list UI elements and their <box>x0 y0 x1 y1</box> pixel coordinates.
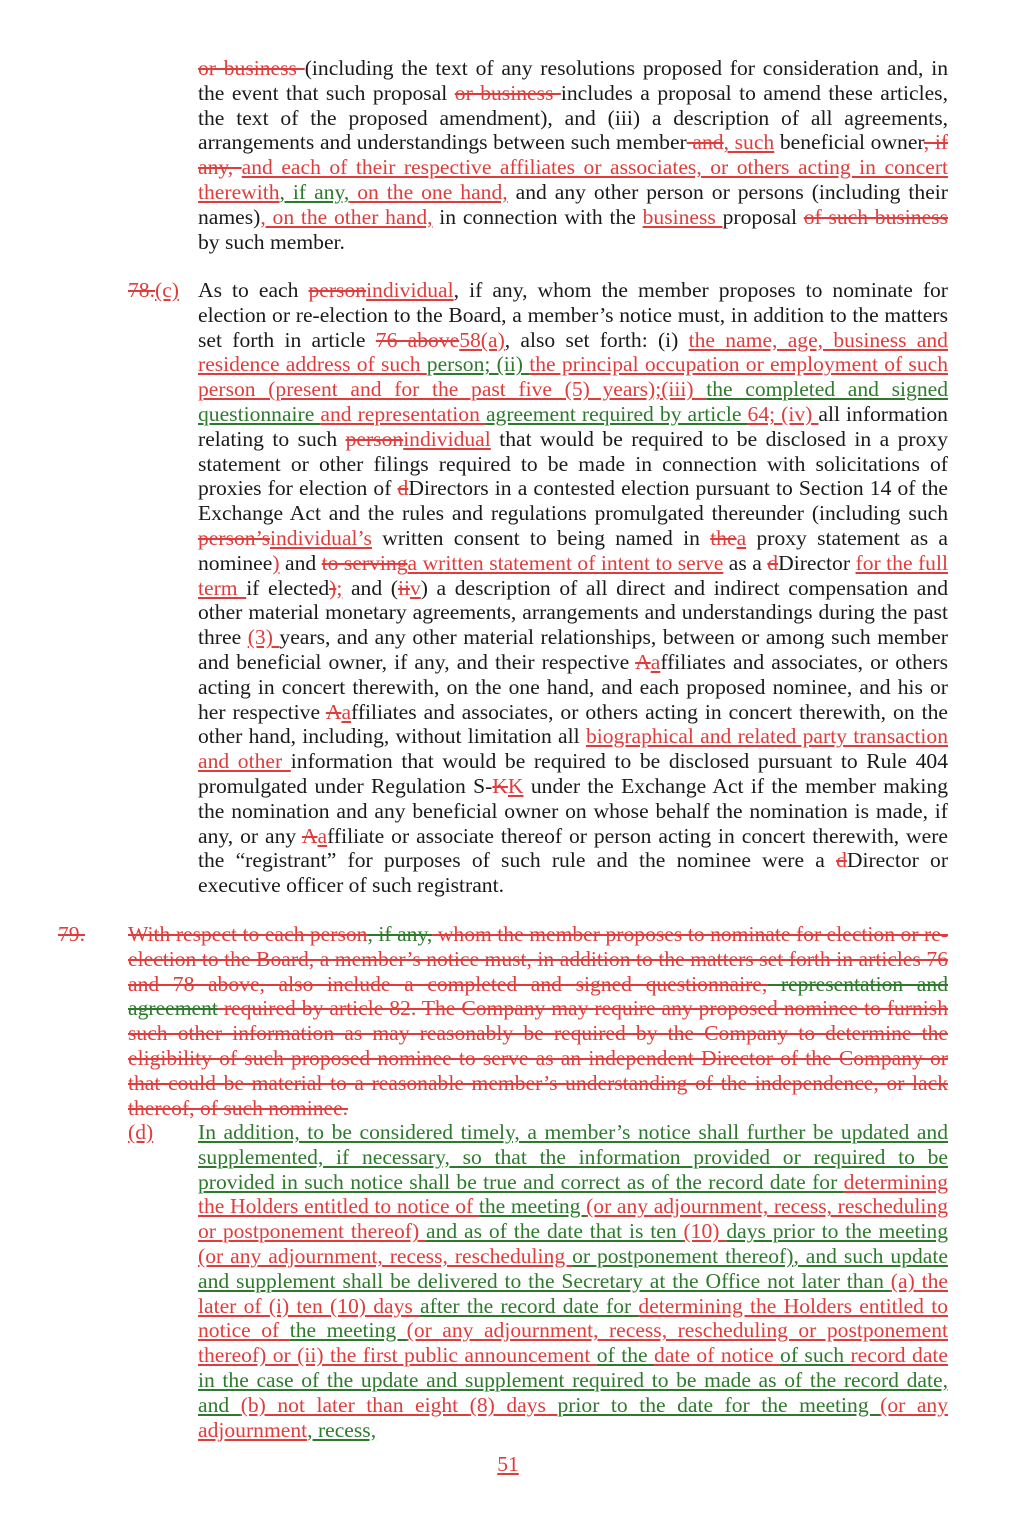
revision-r-del: of such business <box>803 204 948 229</box>
text-run: and <box>279 550 322 575</box>
revision-r-del: person <box>308 278 367 302</box>
revision-r-ins: and representation <box>320 401 486 426</box>
text-run: ffiliates and associates, or others acting in concert therewith, on the other hand, including, without limitation all <box>198 699 948 749</box>
revision-r-ins: ; <box>336 575 343 600</box>
paragraph-number-79: 79. <box>58 922 85 946</box>
revision-g-ins: days prior to the meeting <box>726 1219 948 1244</box>
revision-r-del: d <box>767 550 779 575</box>
revision-r-ins: individual’s <box>269 525 372 550</box>
text-run: proposal <box>722 204 804 229</box>
text-run: includes a proposal to amend these articles, the text of the proposed amendment), and (iii) a description of all agreements, arrangements and understandings between such member <box>198 80 948 155</box>
revision-r-ins: determining the Holders entitled to notice of <box>198 1293 948 1343</box>
text-run: that would be required to be disclosed in a proxy statement or other filings required to be made in connection with solicitations of proxies for election of <box>198 426 948 501</box>
revision-g-del: representation and agreement <box>128 971 948 1021</box>
revision-g-ins: and as of the date that is ten <box>426 1219 684 1244</box>
revision-g-ins: the completed and signed questionnaire <box>198 377 948 426</box>
revision-r-del: person’s <box>198 525 270 550</box>
text-run: as a <box>723 550 768 575</box>
revision-r-del: A <box>635 649 651 674</box>
revision-r-del: or business <box>198 56 305 80</box>
text-run: (including the text of any resolutions proposed for consideration and, in the event that such proposal <box>198 56 948 105</box>
revision-g-ins: the meeting <box>289 1318 407 1343</box>
revision-r-ins: (10) <box>683 1219 727 1244</box>
text-run: all information relating to such <box>198 401 948 451</box>
revision-g-ins: , if any, <box>279 179 350 204</box>
revision-r-ins: (3) <box>247 625 280 650</box>
revision-r-ins: record date <box>850 1343 948 1368</box>
revision-r-del: With respect to each person <box>128 922 368 946</box>
revision-r-ins: business <box>642 204 723 229</box>
revision-r-ins: a <box>341 699 352 724</box>
revision-r-del: ii <box>397 575 410 600</box>
text-run: years, and any other material relationships, between or among such member and beneficial owner, if any, and their respective <box>198 625 949 674</box>
revision-r-del: required by article 82. The Company may require any proposed nominee to furnish such other information as may reasonably be required by the Company to determine the eligibility of such proposed nominee to serve as an independent Director of the Company or that could be material to a reasonable member’s understanding of the independence, or lack thereof, of such nominee. <box>128 996 948 1120</box>
revision-r-del: d <box>836 848 847 873</box>
revision-r-ins: individual <box>403 426 491 451</box>
text-run: and any other person or persons (including their names) <box>198 179 948 229</box>
revision-r-ins: a written statement of intent to serve <box>407 550 724 575</box>
text-run: information that would be required to be disclosed pursuant to Rule 404 promulgated under Regulation S- <box>198 749 949 798</box>
revision-r-ins: (or any adjournment <box>198 1392 949 1442</box>
revision-g-ins: , recess, <box>307 1417 377 1442</box>
revision-g-ins: the meeting <box>478 1194 587 1219</box>
revision-r-del: 76 above <box>375 327 460 352</box>
revision-r-del: to serving <box>321 550 408 575</box>
revision-r-ins: v <box>409 575 421 600</box>
revision-r-ins: , on the other hand, <box>260 204 433 229</box>
revision-r-ins: determining the Holders entitled to notice of <box>198 1169 948 1219</box>
revision-r-ins: (a) the later of (i) ten (10) days <box>198 1268 949 1318</box>
revision-r-del: d <box>397 476 409 501</box>
revision-r-ins: 64; (iv) <box>747 401 819 426</box>
text-run: Director <box>778 550 856 575</box>
text-run: in connection with the <box>432 204 643 229</box>
revision-r-ins: the first public announcement <box>330 1343 597 1368</box>
text-run: proxy statement as a nominee <box>198 525 948 575</box>
revision-r-del: K <box>492 773 508 798</box>
revision-r-ins: (or any adjournment, recess, rescheduling or postponement thereof) <box>198 1194 948 1244</box>
paragraph-number-78c <box>128 278 179 303</box>
text-run: written consent to being named in <box>371 525 711 550</box>
revision-r-del: person <box>345 426 404 451</box>
paragraph-nominee-information <box>198 278 948 898</box>
revision-r-del: ) <box>329 575 337 600</box>
text-run: beneficial owner <box>774 130 924 155</box>
revision-r-ins: a <box>736 525 747 550</box>
revision-r-ins: the principal occupation or employment of such person (present and for the past five (5) years);(iii) <box>198 352 948 402</box>
revision-r-del: whom the member proposes to nominate for election or re-election to the Board, a member’s notice must, in addition to the matters set forth in articles 76 and 78 above, also include a completed and signed questionnaire, <box>128 922 949 996</box>
revision-r-ins: ) <box>272 550 280 575</box>
text-run: by such member. <box>198 229 345 254</box>
paragraph-deleted-article-79 <box>128 922 948 1120</box>
revision-r-del: A <box>325 699 342 724</box>
revision-r-ins: for the full term <box>198 550 948 600</box>
revision-r-ins: a <box>650 649 661 674</box>
page-number-text: 51 <box>497 1452 519 1476</box>
text-run: if elected <box>246 575 330 600</box>
revision-g-ins: agreement required by article <box>485 401 748 426</box>
text-run: Directors in a contested election pursuant to Section 14 of the Exchange Act and the rules and regulations promulgated thereunder (including such <box>198 476 948 526</box>
revision-r-ins: a <box>317 823 328 848</box>
revision-r-del: or business <box>454 80 561 105</box>
revision-r-del: , if any, <box>198 130 949 180</box>
revision-r-ins: K <box>507 773 524 798</box>
revision-r-ins: (b) not later than eight <box>240 1392 470 1417</box>
revision-r-del: and <box>686 130 724 155</box>
text-run: Director or executive officer of such registrant. <box>198 848 949 898</box>
revision-g-ins: person; (ii) <box>426 352 530 377</box>
revision-g-ins: or postponement thereof) <box>572 1243 794 1268</box>
revision-g-ins: prior to the date for the meeting <box>557 1392 881 1417</box>
text-run: under the Exchange Act if the member making the nomination and any beneficial owner on whose behalf the nomination is made, if any, or any <box>198 773 948 848</box>
revision-r-ins: biographical and related party transaction and other <box>198 724 949 774</box>
revision-g-ins: of the <box>596 1343 655 1368</box>
revision-g-ins: after the record date for <box>420 1293 639 1318</box>
revision-r-ins: (8) days <box>469 1392 558 1417</box>
revision-r-ins: date of notice <box>654 1343 781 1368</box>
text-run: ) a description of all direct and indirect compensation and other material monetary agreements, arrangements and understandings during the past three <box>198 575 948 650</box>
text-run: ffiliates and associates, or others acting in concert therewith, on the one hand, and each proposed nominee, and his or her respective <box>198 649 948 724</box>
revision-r-ins: (or any adjournment, recess, rescheduling or postponement thereof) or (ii) <box>198 1318 949 1368</box>
revision-r-del: the <box>710 525 737 550</box>
revision-r-ins: the name, age, business and residence address of such <box>198 327 948 377</box>
paragraph-number-d: (d) <box>128 1120 154 1144</box>
revision-g-ins: in the case of the update and supplement required to be made as of the record date, and <box>198 1367 948 1417</box>
revision-r-ins: 58(a) <box>459 327 505 352</box>
deleted-number: 78. <box>128 278 155 302</box>
revision-g-ins: of such <box>780 1343 851 1368</box>
text-run: and ( <box>342 575 398 600</box>
revision-r-ins: (or any adjournment, recess, rescheduling <box>198 1243 573 1268</box>
page-number <box>0 1452 1016 1477</box>
paragraph-notice-update <box>198 1120 948 1442</box>
inserted-number: (c) <box>155 278 179 302</box>
revision-g-del: , if any, <box>367 922 433 946</box>
revision-r-ins: and each of their respective affiliates or associates, or others acting in concert therewith <box>198 155 949 204</box>
revision-r-ins: , such <box>723 130 775 155</box>
revision-r-del: A <box>301 823 318 848</box>
text-run: As to each <box>198 278 309 302</box>
text-run: , if any, whom the member proposes to nominate for election or re-election to the Board, a member’s notice must, in addition to the matters set forth in article <box>198 278 949 352</box>
text-run: , also set forth: (i) <box>504 327 689 352</box>
revision-r-ins: individual <box>366 278 454 302</box>
text-run: ffiliate or associate thereof or person acting in concert therewith, were the “registrant” for purposes of such rule and the nominee were a <box>198 823 949 873</box>
revision-r-ins: on the one hand, <box>349 179 508 204</box>
paragraph-continuation <box>198 56 948 254</box>
revision-g-ins: , and such update and supplement shall be delivered to the Secretary at the Office not later than <box>198 1243 948 1293</box>
revision-g-ins: In addition, to be considered timely, a member’s notice shall further be updated and supplemented, if necessary, so that the information provided or required to be provided in such notice shall be true and correct as of the record date for <box>198 1120 948 1194</box>
